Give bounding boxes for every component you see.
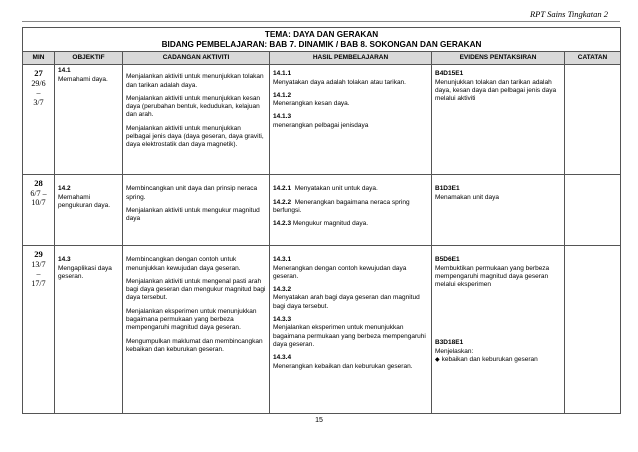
evidence-text: Membuktikan permukaan yang berbeza mempengaruhi magnitud daya geseran melalui eksperimen — [435, 264, 550, 289]
outcome-text: Menyatakan daya adalah tolakan atau tarikan. — [273, 78, 406, 86]
evidence-text: Menunjukkan tolakan dan tarikan adalah daya, kesan daya dan pelbagai jenis daya melalui aktiviti — [435, 78, 557, 103]
outcome-text: Menyatakan unit untuk daya. — [294, 185, 378, 193]
date-line: – — [36, 88, 41, 98]
objective-text: Mengaplikasi daya geseran. — [58, 264, 112, 280]
column-header-remarks: CATATAN — [565, 52, 621, 65]
outcome-code: 14.1.3 — [273, 113, 292, 121]
page-number: 15 — [315, 417, 323, 424]
date-line: – — [36, 269, 41, 279]
date-line: 13/7 — [31, 259, 46, 269]
objective-code: 14.2 — [58, 185, 71, 193]
outcome-text: Menerangkan kebaikan dan keburukan geseran. — [273, 362, 413, 370]
outcomes-cell — [270, 65, 432, 175]
objective-code: 14.1 — [58, 67, 71, 75]
column-header-min: MIN — [23, 52, 55, 65]
remarks-cell — [565, 175, 621, 246]
objective-cell — [55, 246, 123, 414]
document-header: RPT Sains Tingkatan 2 — [529, 9, 608, 19]
outcome-text: Menerangkan bagaimana neraca spring berfungsi. — [273, 198, 410, 214]
outcomes-cell — [270, 175, 432, 246]
column-header-objective: OBJEKTIF — [55, 52, 123, 65]
outcome-code: 14.3.2 — [273, 286, 292, 294]
evidence-text: Menjelaskan: — [435, 347, 474, 355]
week-number: 27 — [34, 68, 43, 79]
outcome-code: 14.3.4 — [273, 354, 292, 362]
evidence-code: B1D3E1 — [435, 185, 460, 193]
scheme-of-work-table — [22, 27, 621, 414]
date-line: 17/7 — [31, 278, 46, 288]
evidence-cell — [432, 175, 565, 246]
column-header-row — [23, 52, 621, 65]
table-row — [23, 175, 621, 246]
activity-item: Menjalankan eksperimen untuk menunjukkan bagaimana permukaan yang berbeza mempengaruhi magnitud daya geseran. — [126, 307, 257, 332]
activity-item: Menjalankan aktiviti untuk menunjukkan pelbagai jenis daya (daya geseran, daya graviti, daya elektrostatik dan daya magnetik). — [126, 124, 264, 149]
objective-cell — [55, 65, 123, 175]
evidence-cell — [432, 246, 565, 414]
outcome-text: Menerangkan dengan contoh kewujudan daya geseran. — [273, 264, 407, 280]
objective-text: Memahami pengukuran daya. — [58, 193, 111, 209]
activities-cell — [123, 175, 270, 246]
activity-item: Mengumpulkan maklumat dan membincangkan kebaikan dan keburukan geseran. — [126, 337, 263, 353]
activity-item: Menjalankan aktiviti untuk menunjukkan kesan daya (perubahan bentuk, kedudukan, kelajuan dan arah. — [126, 94, 261, 119]
activities-cell — [123, 65, 270, 175]
bullet-icon: ◆ — [435, 357, 440, 364]
activity-item: Menjalankan aktiviti untuk menunjukkan tolakan dan tarikan adalah daya. — [126, 73, 264, 89]
week-number: 29 — [34, 249, 43, 260]
activities-cell — [123, 246, 270, 414]
date-line: 3/7 — [33, 97, 44, 107]
remarks-cell — [565, 65, 621, 175]
outcome-text: Menerangkan kesan daya. — [273, 100, 350, 108]
table-title — [23, 28, 621, 52]
learning-area-title: BIDANG PEMBELAJARAN: BAB 7. DINAMIK / BAB 8. SOKONGAN DAN GERAKAN — [161, 40, 482, 49]
outcome-text: Menyatakan arah bagi daya geseran dan magnitud bagi daya tersebut. — [273, 294, 420, 310]
outcome-code: 14.2.2 — [273, 198, 292, 206]
theme-title: TEMA: DAYA DAN GERAKAN — [264, 30, 379, 39]
week-cell — [23, 246, 55, 414]
remarks-cell — [565, 246, 621, 414]
activity-item: Menjalankan aktiviti untuk mengenal pasti arah bagi daya geseran dan mengukur magnitud bagi daya tersebut. — [126, 277, 266, 302]
date-line: 6/7 – — [30, 188, 47, 198]
week-cell — [23, 175, 55, 246]
outcome-text: Mengukur magnitud daya. — [292, 220, 369, 228]
activity-item: Membincangkan dengan contoh untuk menunjukkan kewujudan daya geseran. — [126, 256, 241, 272]
outcome-code: 14.3.3 — [273, 316, 292, 324]
evidence-code: B5D6E1 — [435, 256, 460, 264]
objective-cell — [55, 175, 123, 246]
week-cell — [23, 65, 55, 175]
table-row — [23, 65, 621, 175]
column-header-evidence: EVIDENS PENTAKSIRAN — [432, 52, 565, 65]
header-divider — [22, 21, 620, 22]
evidence-code: B4D15E1 — [435, 70, 464, 78]
evidence-text: Menamakan unit daya — [435, 193, 499, 201]
outcome-code: 14.3.1 — [273, 256, 292, 264]
evidence-cell — [432, 65, 565, 175]
outcome-code: 14.2.1 — [273, 185, 292, 193]
outcome-code: 14.1.1 — [273, 70, 292, 78]
date-line: 10/7 — [31, 198, 46, 208]
outcome-code: 14.1.2 — [273, 91, 292, 99]
column-header-activities: CADANGAN AKTIVITI — [123, 52, 270, 65]
objective-code: 14.3 — [58, 256, 71, 264]
activity-item: Menjalankan aktiviti untuk mengukur magnitud daya — [126, 206, 260, 223]
objective-text: Memahami daya. — [58, 75, 108, 83]
date-line: 29/6 — [31, 78, 46, 88]
table-row — [23, 246, 621, 414]
activity-item: Membincangkan unit daya dan prinsip neraca spring. — [126, 185, 258, 201]
outcome-text: Menjalankan eksperimen untuk menunjukkan bagaimana permukaan yang berbeza mempengaruhi daya geseran. — [273, 324, 426, 348]
evidence-code: B3D18E1 — [435, 339, 464, 347]
evidence-bullet-text: kebaikan dan keburukan geseran — [441, 356, 538, 364]
outcome-code: 14.2.3 — [273, 220, 292, 228]
outcome-text: menerangkan pelbagai jenisdaya — [273, 121, 369, 129]
outcomes-cell — [270, 246, 432, 414]
week-number: 28 — [34, 178, 43, 189]
column-header-outcomes: HASIL PEMBELAJARAN — [270, 52, 432, 65]
